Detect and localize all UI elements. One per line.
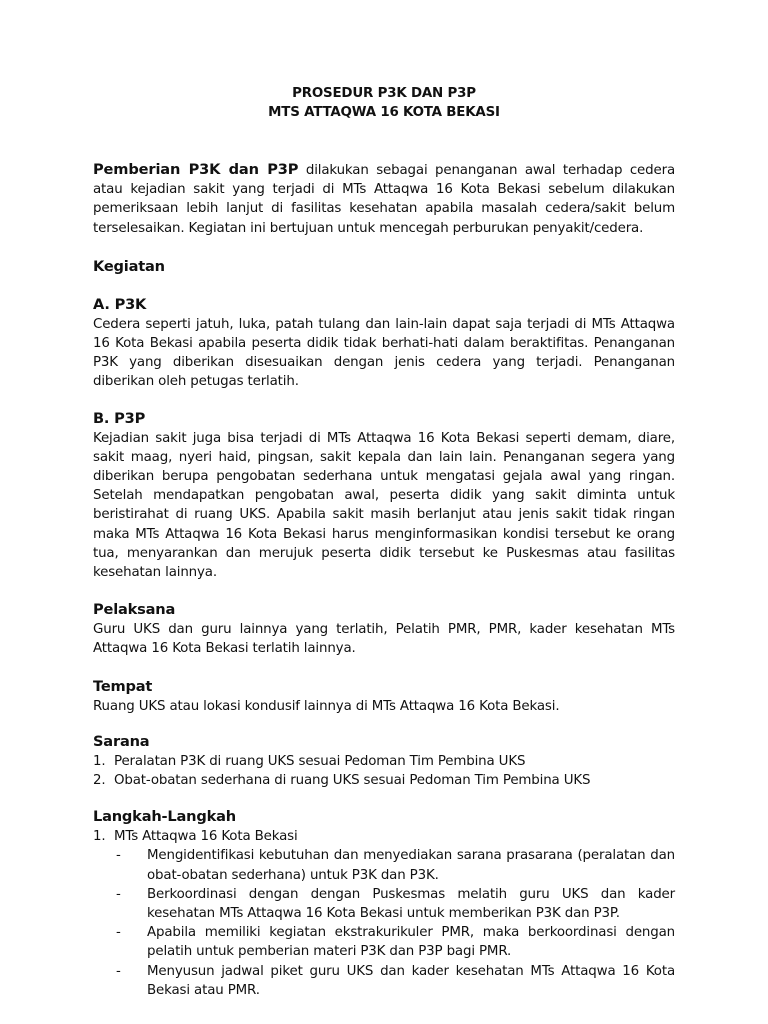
sub-list-text: Apabila memiliki kegiatan ekstrakurikuler PMR, maka berkoordinasi dengan pelatih untuk pemberian materi P3K dan P3P bagi PMR.	[147, 925, 675, 960]
sub-list-text: Mengidentifikasi kebutuhan dan menyediakan sarana prasarana (peralatan dan obat-obatan sederhana) untuk P3K dan P3K.	[147, 848, 675, 883]
list-item	[93, 752, 675, 771]
heading-sarana: Sarana	[93, 732, 150, 750]
intro-paragraph	[93, 160, 675, 238]
paragraph-p3k: Cedera seperti jatuh, luka, patah tulang dan lain-lain dapat saja terjadi di MTs Attaqwa 16 Kota Bekasi apabila peserta didik tidak berhati-hati dalam beraktifitas. Penanganan P3K yang diberikan disesuaikan dengan jenis cedera yang terjadi. Penanganan diberikan oleh petugas terlatih.	[93, 316, 675, 390]
heading-pelaksana: Pelaksana	[93, 601, 176, 619]
list-text: MTs Attaqwa 16 Kota Bekasi	[114, 829, 298, 845]
heading-tempat: Tempat	[93, 677, 153, 695]
langkah-sublist	[93, 846, 675, 1000]
document-title	[93, 84, 675, 122]
list-text: Obat-obatan sederhana di ruang UKS sesuai Pedoman Tim Pembina UKS	[114, 773, 591, 789]
sub-list-text: Berkoordinasi dengan dengan Puskesmas melatih guru UKS dan kader kesehatan MTs Attaqwa 16 Kota Bekasi untuk memberikan P3K dan P3P.	[147, 886, 675, 922]
intro-text: dilakukan sebagai penanganan awal terhadap cedera atau kejadian sakit yang terjadi di MTs Attaqwa 16 Kota Bekasi sebelum dilakukan pemeriksaan lebih lanjut di fasilitas kesehatan apabila masalah cedera/sakit belum terselesaikan. Kegiatan ini bertujuan untuk mencegah perburukan penyakit/cedera.	[93, 163, 675, 236]
dash-marker: -	[116, 963, 121, 979]
heading-p3p: B. P3P	[93, 409, 146, 427]
list-number: 1.	[93, 753, 106, 769]
intro-lead: Pemberian P3K dan P3P	[93, 161, 299, 178]
list-number: 2.	[93, 773, 106, 789]
list-text: Peralatan P3K di ruang UKS sesuai Pedoman Tim Pembina UKS	[114, 753, 526, 769]
heading-langkah: Langkah-Langkah	[93, 808, 236, 826]
list-item	[93, 771, 675, 790]
paragraph-tempat: Ruang UKS atau lokasi kondusif lainnya di MTs Attaqwa 16 Kota Bekasi.	[93, 698, 560, 714]
sub-list-item	[93, 885, 675, 923]
sarana-list	[93, 752, 675, 790]
dash-marker: -	[116, 886, 121, 902]
heading-p3k: A. P3K	[93, 295, 147, 313]
title-line-2: MTS ATTAQWA 16 KOTA BEKASI	[268, 105, 500, 120]
sub-list-text: Menyusun jadwal piket guru UKS dan kader kesehatan MTs Attaqwa 16 Kota Bekasi atau PMR.	[147, 963, 675, 998]
dash-marker: -	[116, 925, 121, 941]
list-item	[93, 827, 675, 846]
dash-marker: -	[116, 848, 121, 864]
sub-list-item	[93, 846, 675, 884]
list-number: 1.	[93, 829, 106, 845]
langkah-list	[93, 827, 675, 846]
paragraph-pelaksana: Guru UKS dan guru lainnya yang terlatih, Pelatih PMR, PMR, kader kesehatan MTs Attaqwa 16 Kota Bekasi terlatih lainnya.	[93, 622, 675, 657]
sub-list-item	[93, 923, 675, 961]
title-line-1: PROSEDUR P3K DAN P3P	[292, 86, 476, 101]
paragraph-p3p: Kejadian sakit juga bisa terjadi di MTs Attaqwa 16 Kota Bekasi seperti demam, diare, sakit maag, nyeri haid, pingsan, sakit kepala dan lain lain. Penanganan segera yang diberikan berupa pengobatan sederhana untuk mengatasi gejala awal yang ringan. Setelah mendapatkan pengobatan awal, peserta didik yang sakit diminta untuk beristirahat di ruang UKS. Apabila sakit masih berlanjut atau jenis sakit tidak ringan maka MTs Attaqwa 16 Kota Bekasi harus menginformasikan kondisi tersebut ke orang tua, menyarankan dan merujuk peserta didik tersebut ke Puskesmas atau fasilitas kesehatan lainnya.	[93, 430, 675, 581]
heading-kegiatan: Kegiatan	[93, 257, 165, 275]
sub-list-item	[93, 962, 675, 1000]
